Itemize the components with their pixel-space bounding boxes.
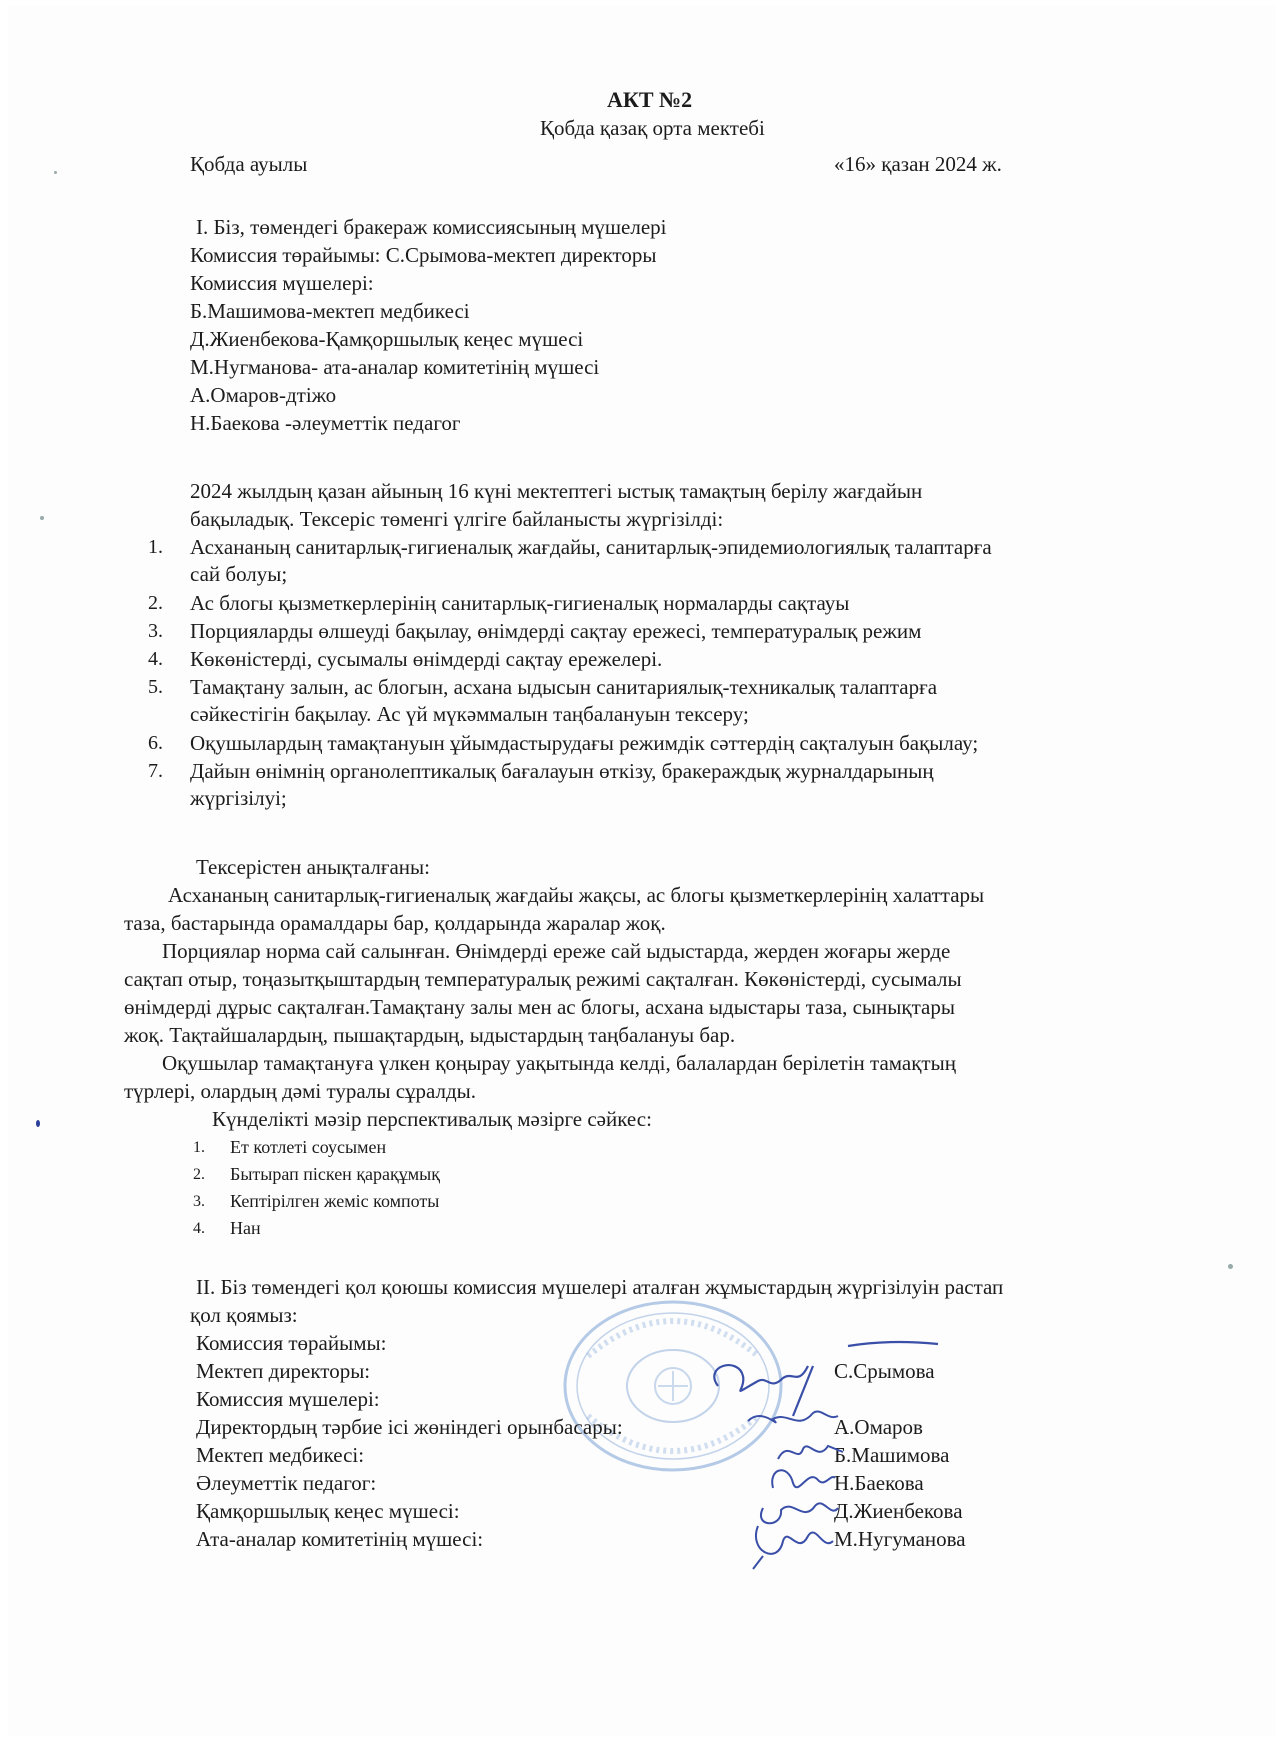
signer-name: Б.Машимова (834, 1443, 950, 1467)
commission-intro: I. Біз, төмендегі бракераж комиссиясының мүшелері (196, 215, 667, 239)
list-item: сәйкестігін бақылау. Ас үй мүкәммалын таңбалануын тексеру; (190, 702, 749, 726)
confirmation-line: қол қоямыз: (190, 1303, 298, 1327)
signer-name: А.Омаров (834, 1415, 923, 1439)
scan-speck (54, 171, 57, 174)
menu-item-number: 4. (193, 1220, 205, 1237)
signer-role: Директордың тәрбие ісі жөніндегі орынбасары: (196, 1415, 623, 1439)
list-item-number: 5. (148, 676, 163, 698)
list-item-number: 1. (148, 536, 163, 558)
place-name: Қобда ауылы (190, 152, 308, 176)
list-item-number: 4. (148, 648, 163, 670)
signer-name: Д.Жиенбекова (834, 1499, 963, 1523)
list-item-number: 6. (148, 732, 163, 754)
chair-label: Комиссия төрайымы: (196, 1331, 387, 1355)
list-item: Порцияларды өлшеуді бақылау, өнімдерді сақтау ережесі, температуралық режим (190, 619, 922, 643)
list-item: Тамақтану залын, ас блогын, асхана ыдысын санитариялық-техникалық талаптарға (190, 675, 938, 699)
signer-role: Ата-аналар комитетінің мүшесі: (196, 1527, 484, 1551)
findings-line: таза, бастарында орамалдары бар, қолдарында жаралар жоқ. (124, 911, 666, 935)
list-item: сай болуы; (190, 562, 288, 586)
parent-committee-signature (738, 1511, 848, 1571)
findings-line: сақтап отыр, тоңазытқыштардың температуралық режимі сақталған. Көкөністерді, сусымалы (124, 967, 962, 991)
commission-member: Б.Машимова-мектеп медбикесі (190, 299, 470, 323)
menu-item: Бытырап піскен қарақұмық (230, 1164, 441, 1184)
list-item-number: 2. (148, 592, 163, 614)
menu-item: Ет котлеті соусымен (230, 1137, 387, 1157)
commission-member: Д.Жиенбекова-Қамқоршылық кеңес мүшесі (190, 327, 584, 351)
list-item-number: 3. (148, 620, 163, 642)
findings-heading: Тексерістен анықталғаны: (196, 855, 430, 879)
signer-role: Қамқоршылық кеңес мүшесі: (196, 1499, 460, 1523)
scan-speck (1228, 1264, 1233, 1269)
menu-item-number: 2. (193, 1166, 205, 1183)
document-date: «16» қазан 2024 ж. (834, 152, 1002, 176)
commission-member: М.Нугманова- ата-аналар комитетінің мүшесі (190, 355, 600, 379)
signer-name: Н.Баекова (834, 1471, 924, 1495)
findings-line: өнімдерді дұрыс сақталған.Тамақтану залы мен ас блогы, асхана ыдыстары таза, сынықтары (124, 995, 955, 1019)
findings-line: жоқ. Тақтайшалардың, пышақтардың, ыдыстардың таңбалануы бар. (124, 1023, 736, 1047)
confirmation-line: II. Біз төмендегі қол қоюшы комиссия мүшелері аталған жұмыстардың жүргізілуін растап (196, 1275, 1004, 1299)
director-name: С.Срымова (834, 1359, 935, 1383)
school-name: Қобда қазақ орта мектебі (540, 116, 765, 140)
menu-item: Нан (230, 1218, 261, 1238)
findings-line: Оқушылар тамақтануға үлкен қоңырау уақытында келді, балалардан берілетін тамақтың (162, 1051, 956, 1075)
signer-name: М.Нугуманова (834, 1527, 966, 1551)
commission-chair: Комиссия төрайымы: С.Срымова-мектеп директоры (190, 243, 657, 267)
document-page (8, 6, 1276, 1736)
commission-member: А.Омаров-дтіжо (190, 383, 337, 407)
commission-member: Н.Баекова -әлеуметтік педагог (190, 411, 461, 435)
scan-speck (40, 516, 44, 520)
menu-heading: Күнделікті мәзір перспективалық мәзірге сәйкес: (212, 1107, 652, 1131)
menu-item-number: 3. (193, 1193, 205, 1210)
list-item: Дайын өнімнің органолептикалық бағалауын өткізу, бракераждық журналдарының (190, 759, 934, 783)
list-item: Оқушылардың тамақтануын ұйымдастырудағы режимдік сәттердің сақталуын бақылау; (190, 731, 979, 755)
findings-line: түрлері, олардың дәмі туралы сұралды. (124, 1079, 477, 1103)
scan-speck (36, 1120, 40, 1127)
list-item-number: 7. (148, 760, 163, 782)
list-item: Көкөністерді, сусымалы өнімдерді сақтау ережелері. (190, 647, 663, 671)
commission-members-label: Комиссия мүшелері: (190, 271, 374, 295)
inspection-intro: 2024 жылдың қазан айының 16 күні мектептегі ыстық тамақтың берілу жағдайын (190, 479, 923, 503)
list-item: жүргізілуі; (190, 786, 287, 810)
signer-role: Әлеуметтік педагог: (196, 1471, 377, 1495)
members-label: Комиссия мүшелері: (196, 1387, 380, 1411)
document-title: АКТ №2 (607, 87, 693, 112)
list-item: Асхананың санитарлық-гигиеналық жағдайы, санитарлық-эпидемиологиялық талаптарға (190, 535, 992, 559)
findings-line: Порциялар норма сай салынған. Өнімдерді ереже сай ыдыстарда, жерден жоғары жерде (162, 939, 951, 963)
signer-role: Мектеп медбикесі: (196, 1443, 365, 1467)
menu-item: Кептірілген жеміс компоты (230, 1191, 440, 1211)
menu-item-number: 1. (193, 1139, 205, 1156)
findings-line: Асхананың санитарлық-гигиеналық жағдайы жақсы, ас блогы қызметкерлерінің халаттары (168, 883, 985, 907)
director-label: Мектеп директоры: (196, 1359, 371, 1383)
list-item: Ас блогы қызметкерлерінің санитарлық-гигиеналық нормаларды сақтауы (190, 591, 850, 615)
inspection-intro: бақыладық. Тексеріс төменгі үлгіге байланысты жүргізілді: (190, 507, 724, 531)
